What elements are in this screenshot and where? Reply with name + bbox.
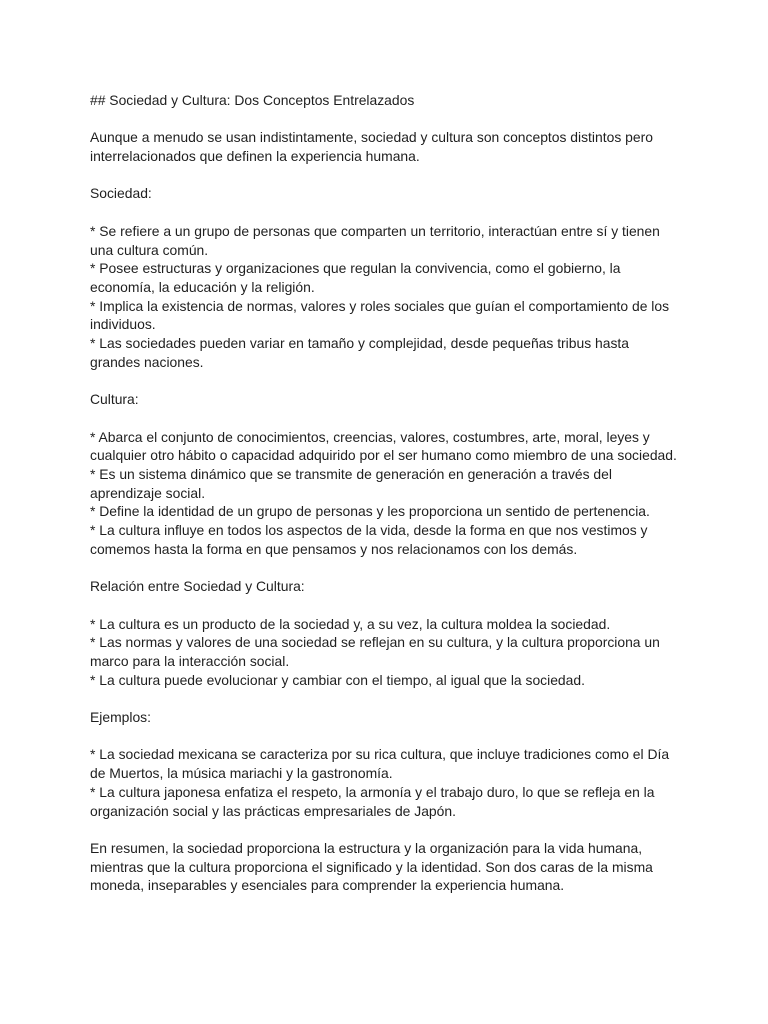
- bullet-line: * La cultura puede evolucionar y cambiar con el tiempo, al igual que la sociedad.: [90, 671, 585, 688]
- conclusion-line: En resumen, la sociedad proporciona la estructura y la organización para la vida humana,: [90, 839, 643, 856]
- conclusion-line: moneda, inseparables y esenciales para comprender la experiencia humana.: [90, 877, 565, 894]
- section-heading: Sociedad:: [90, 185, 152, 202]
- document-page: [90, 91, 690, 914]
- section-heading-relacion: [90, 577, 690, 596]
- bullet-line: * Abarca el conjunto de conocimientos, creencias, valores, costumbres, arte, moral, leyes y: [90, 428, 650, 445]
- section-heading-sociedad: [90, 184, 690, 203]
- bullet-line: marco para la interacción social.: [90, 652, 290, 669]
- bullet-line: * Las sociedades pueden variar en tamaño y complejidad, desde pequeñas tribus hasta: [90, 335, 630, 352]
- bullet-line: * La cultura influye en todos los aspectos de la vida, desde la forma en que nos vestimos y: [90, 522, 648, 539]
- bullet-line: * Implica la existencia de normas, valores y roles sociales que guían el comportamiento de los: [90, 297, 670, 314]
- intro-line: Aunque a menudo se usan indistintamente, sociedad y cultura son conceptos distintos pero: [90, 129, 653, 146]
- bullet-line: aprendizaje social.: [90, 484, 206, 501]
- bullet-line: una cultura común.: [90, 241, 209, 258]
- section-heading: Cultura:: [90, 391, 139, 408]
- section-body-sociedad: [90, 222, 690, 372]
- bullet-line: * Posee estructuras y organizaciones que regulan la convivencia, como el gobierno, la: [90, 260, 621, 277]
- bullet-line: grandes naciones.: [90, 353, 204, 370]
- bullet-line: economía, la educación y la religión.: [90, 278, 315, 295]
- conclusion-line: mientras que la cultura proporciona el significado y la identidad. Son dos caras de la misma: [90, 858, 653, 875]
- section-body-ejemplos: [90, 745, 690, 820]
- intro-line: interrelacionados que definen la experiencia humana.: [90, 148, 420, 165]
- bullet-line: * Es un sistema dinámico que se transmite de generación en generación a través del: [90, 465, 612, 482]
- section-heading-cultura: [90, 390, 690, 409]
- section-heading-ejemplos: [90, 708, 690, 727]
- conclusion-paragraph: [90, 839, 690, 895]
- bullet-line: * La cultura es un producto de la sociedad y, a su vez, la cultura moldea la sociedad.: [90, 615, 611, 632]
- section-body-cultura: [90, 428, 690, 559]
- bullet-line: comemos hasta la forma en que pensamos y nos relacionamos con los demás.: [90, 540, 578, 557]
- intro-paragraph: [90, 128, 690, 165]
- bullet-line: * Define la identidad de un grupo de personas y les proporciona un sentido de pertenencia.: [90, 503, 650, 520]
- bullet-line: cualquier otro hábito o capacidad adquirido por el ser humano como miembro de una sociedad.: [90, 447, 677, 464]
- section-heading: Ejemplos:: [90, 709, 151, 726]
- bullet-line: * La sociedad mexicana se caracteriza por su rica cultura, que incluye tradiciones como el Día: [90, 746, 670, 763]
- bullet-line: de Muertos, la música mariachi y la gastronomía.: [90, 765, 393, 782]
- section-body-relacion: [90, 615, 690, 690]
- document-title: [90, 91, 690, 110]
- section-heading: Relación entre Sociedad y Cultura:: [90, 578, 305, 595]
- bullet-line: * Se refiere a un grupo de personas que comparten un territorio, interactúan entre sí y tienen: [90, 222, 660, 239]
- bullet-line: * Las normas y valores de una sociedad se reflejan en su cultura, y la cultura proporciona un: [90, 634, 660, 651]
- title-line: ## Sociedad y Cultura: Dos Conceptos Entrelazados: [90, 92, 415, 108]
- bullet-line: individuos.: [90, 316, 156, 333]
- bullet-line: * La cultura japonesa enfatiza el respeto, la armonía y el trabajo duro, lo que se refleja en la: [90, 783, 655, 800]
- bullet-line: organización social y las prácticas empresariales de Japón.: [90, 802, 456, 819]
